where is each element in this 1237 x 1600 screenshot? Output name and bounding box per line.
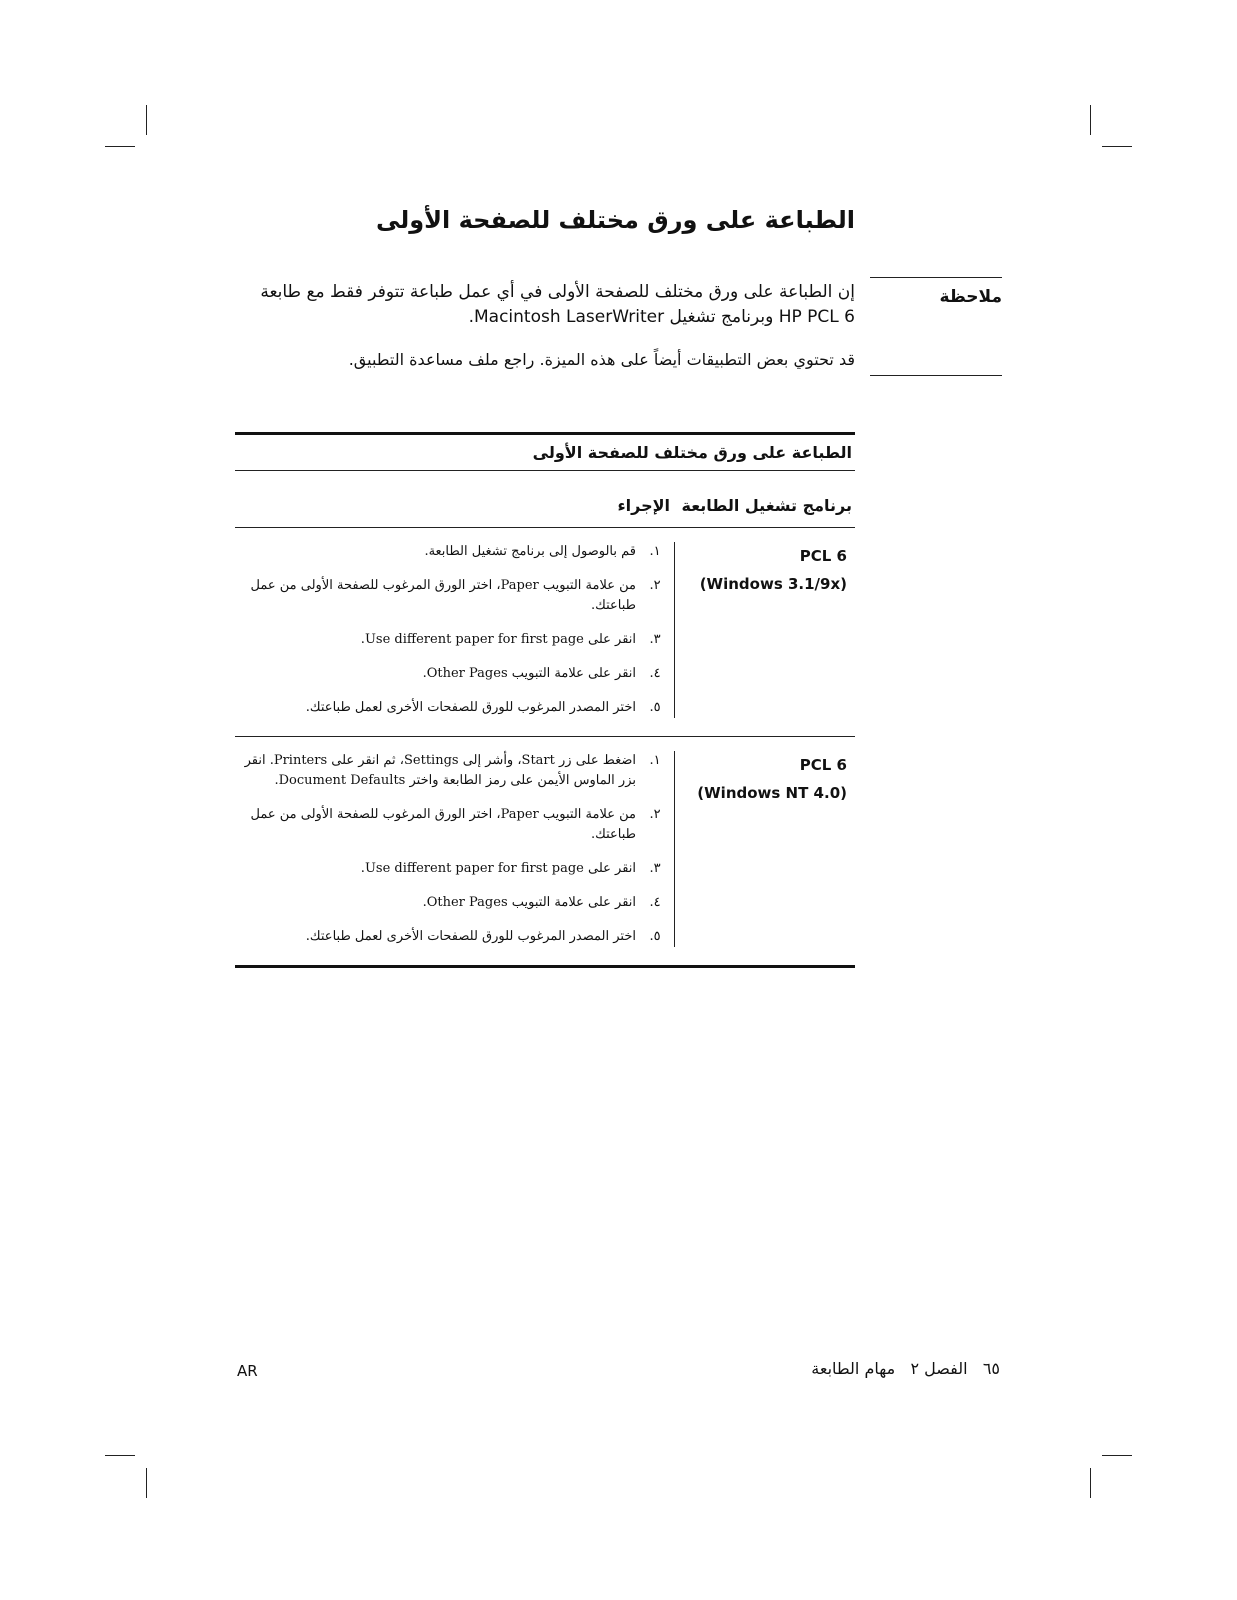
list-item (235, 751, 674, 791)
table-header-row (235, 471, 855, 527)
note-rule-top (870, 277, 1002, 278)
crop-mark (1102, 1455, 1132, 1456)
step-text: من علامة التبويب Paper، اختر الورق المرغوب للصفحة الأولى من عمل طباعتك. (250, 807, 636, 842)
step-text: قم بالوصول إلى برنامج تشغيل الطابعة. (424, 544, 636, 559)
table-caption: الطباعة على ورق مختلف للصفحة الأولى (532, 443, 852, 462)
footer-language: AR (237, 1362, 258, 1380)
list-item (235, 630, 674, 650)
step-number: ٢. (649, 807, 661, 822)
step-text: اضغط على زر Start، وأشر إلى Settings، ثم انقر على Printers. انقر بزر الماوس الأيمن على رمز الطابعة واختر Document Defaults. (244, 753, 636, 788)
footer-page-info (811, 1359, 1000, 1378)
note-rule-bottom (870, 375, 1002, 376)
step-number: ٢. (649, 578, 661, 593)
header-procedure: الإجراء (617, 496, 670, 515)
driver-cell (675, 542, 855, 718)
step-number: ٤. (649, 895, 661, 910)
crop-mark (146, 1468, 147, 1498)
crop-mark (105, 146, 135, 147)
table-row (235, 528, 855, 736)
driver-name: PCL 6 (799, 756, 847, 774)
page-number: ٦٥ (982, 1359, 1000, 1378)
list-item (235, 805, 674, 845)
driver-os: (Windows 3.1/9x) (699, 575, 847, 593)
chapter-title: مهام الطابعة (811, 1359, 896, 1378)
list-item (235, 859, 674, 879)
page-title: الطباعة على ورق مختلف للصفحة الأولى (375, 206, 855, 234)
table-rule-bottom (235, 965, 855, 968)
step-text: انقر على Use different paper for first page. (360, 861, 636, 876)
step-number: ١. (649, 544, 661, 559)
list-item (235, 664, 674, 684)
procedure-steps (235, 542, 675, 718)
list-item (235, 698, 674, 718)
step-number: ٤. (649, 666, 661, 681)
step-number: ٥. (649, 700, 661, 715)
crop-mark (1090, 105, 1091, 135)
crop-mark (146, 105, 147, 135)
driver-os: (Windows NT 4.0) (697, 784, 847, 802)
step-text: انقر على علامة التبويب Other Pages. (422, 895, 636, 910)
step-number: ٣. (649, 632, 661, 647)
step-number: ٥. (649, 929, 661, 944)
step-number: ١. (649, 753, 661, 768)
step-text: من علامة التبويب Paper، اختر الورق المرغوب للصفحة الأولى من عمل طباعتك. (250, 578, 636, 613)
step-text: اختر المصدر المرغوب للورق للصفحات الأخرى لعمل طباعتك. (305, 929, 636, 944)
note-paragraph: إن الطباعة على ورق مختلف للصفحة الأولى في أي عمل طباعة تتوفر فقط مع طابعة HP PCL 6 وبرنامج تشغيل Macintosh LaserWriter. (260, 282, 855, 327)
list-item (235, 927, 674, 947)
note-label: ملاحظة (939, 287, 1002, 307)
chapter-number: الفصل ٢ (910, 1359, 968, 1378)
step-number: ٣. (649, 861, 661, 876)
crop-mark (105, 1455, 135, 1456)
header-driver: برنامج تشغيل الطابعة (681, 496, 852, 515)
list-item (235, 576, 674, 616)
list-item (235, 542, 674, 562)
driver-name: PCL 6 (799, 547, 847, 565)
step-text: انقر على Use different paper for first page. (360, 632, 636, 647)
procedure-table (235, 432, 855, 968)
table-row (235, 737, 855, 965)
crop-mark (1102, 146, 1132, 147)
crop-mark (1090, 1468, 1091, 1498)
list-item (235, 893, 674, 913)
step-text: اختر المصدر المرغوب للورق للصفحات الأخرى لعمل طباعتك. (305, 700, 636, 715)
driver-cell (675, 751, 855, 947)
note-paragraph: قد تحتوي بعض التطبيقات أيضاً على هذه الميزة. راجع ملف مساعدة التطبيق. (348, 350, 855, 369)
step-text: انقر على علامة التبويب Other Pages. (422, 666, 636, 681)
procedure-steps (235, 751, 675, 947)
